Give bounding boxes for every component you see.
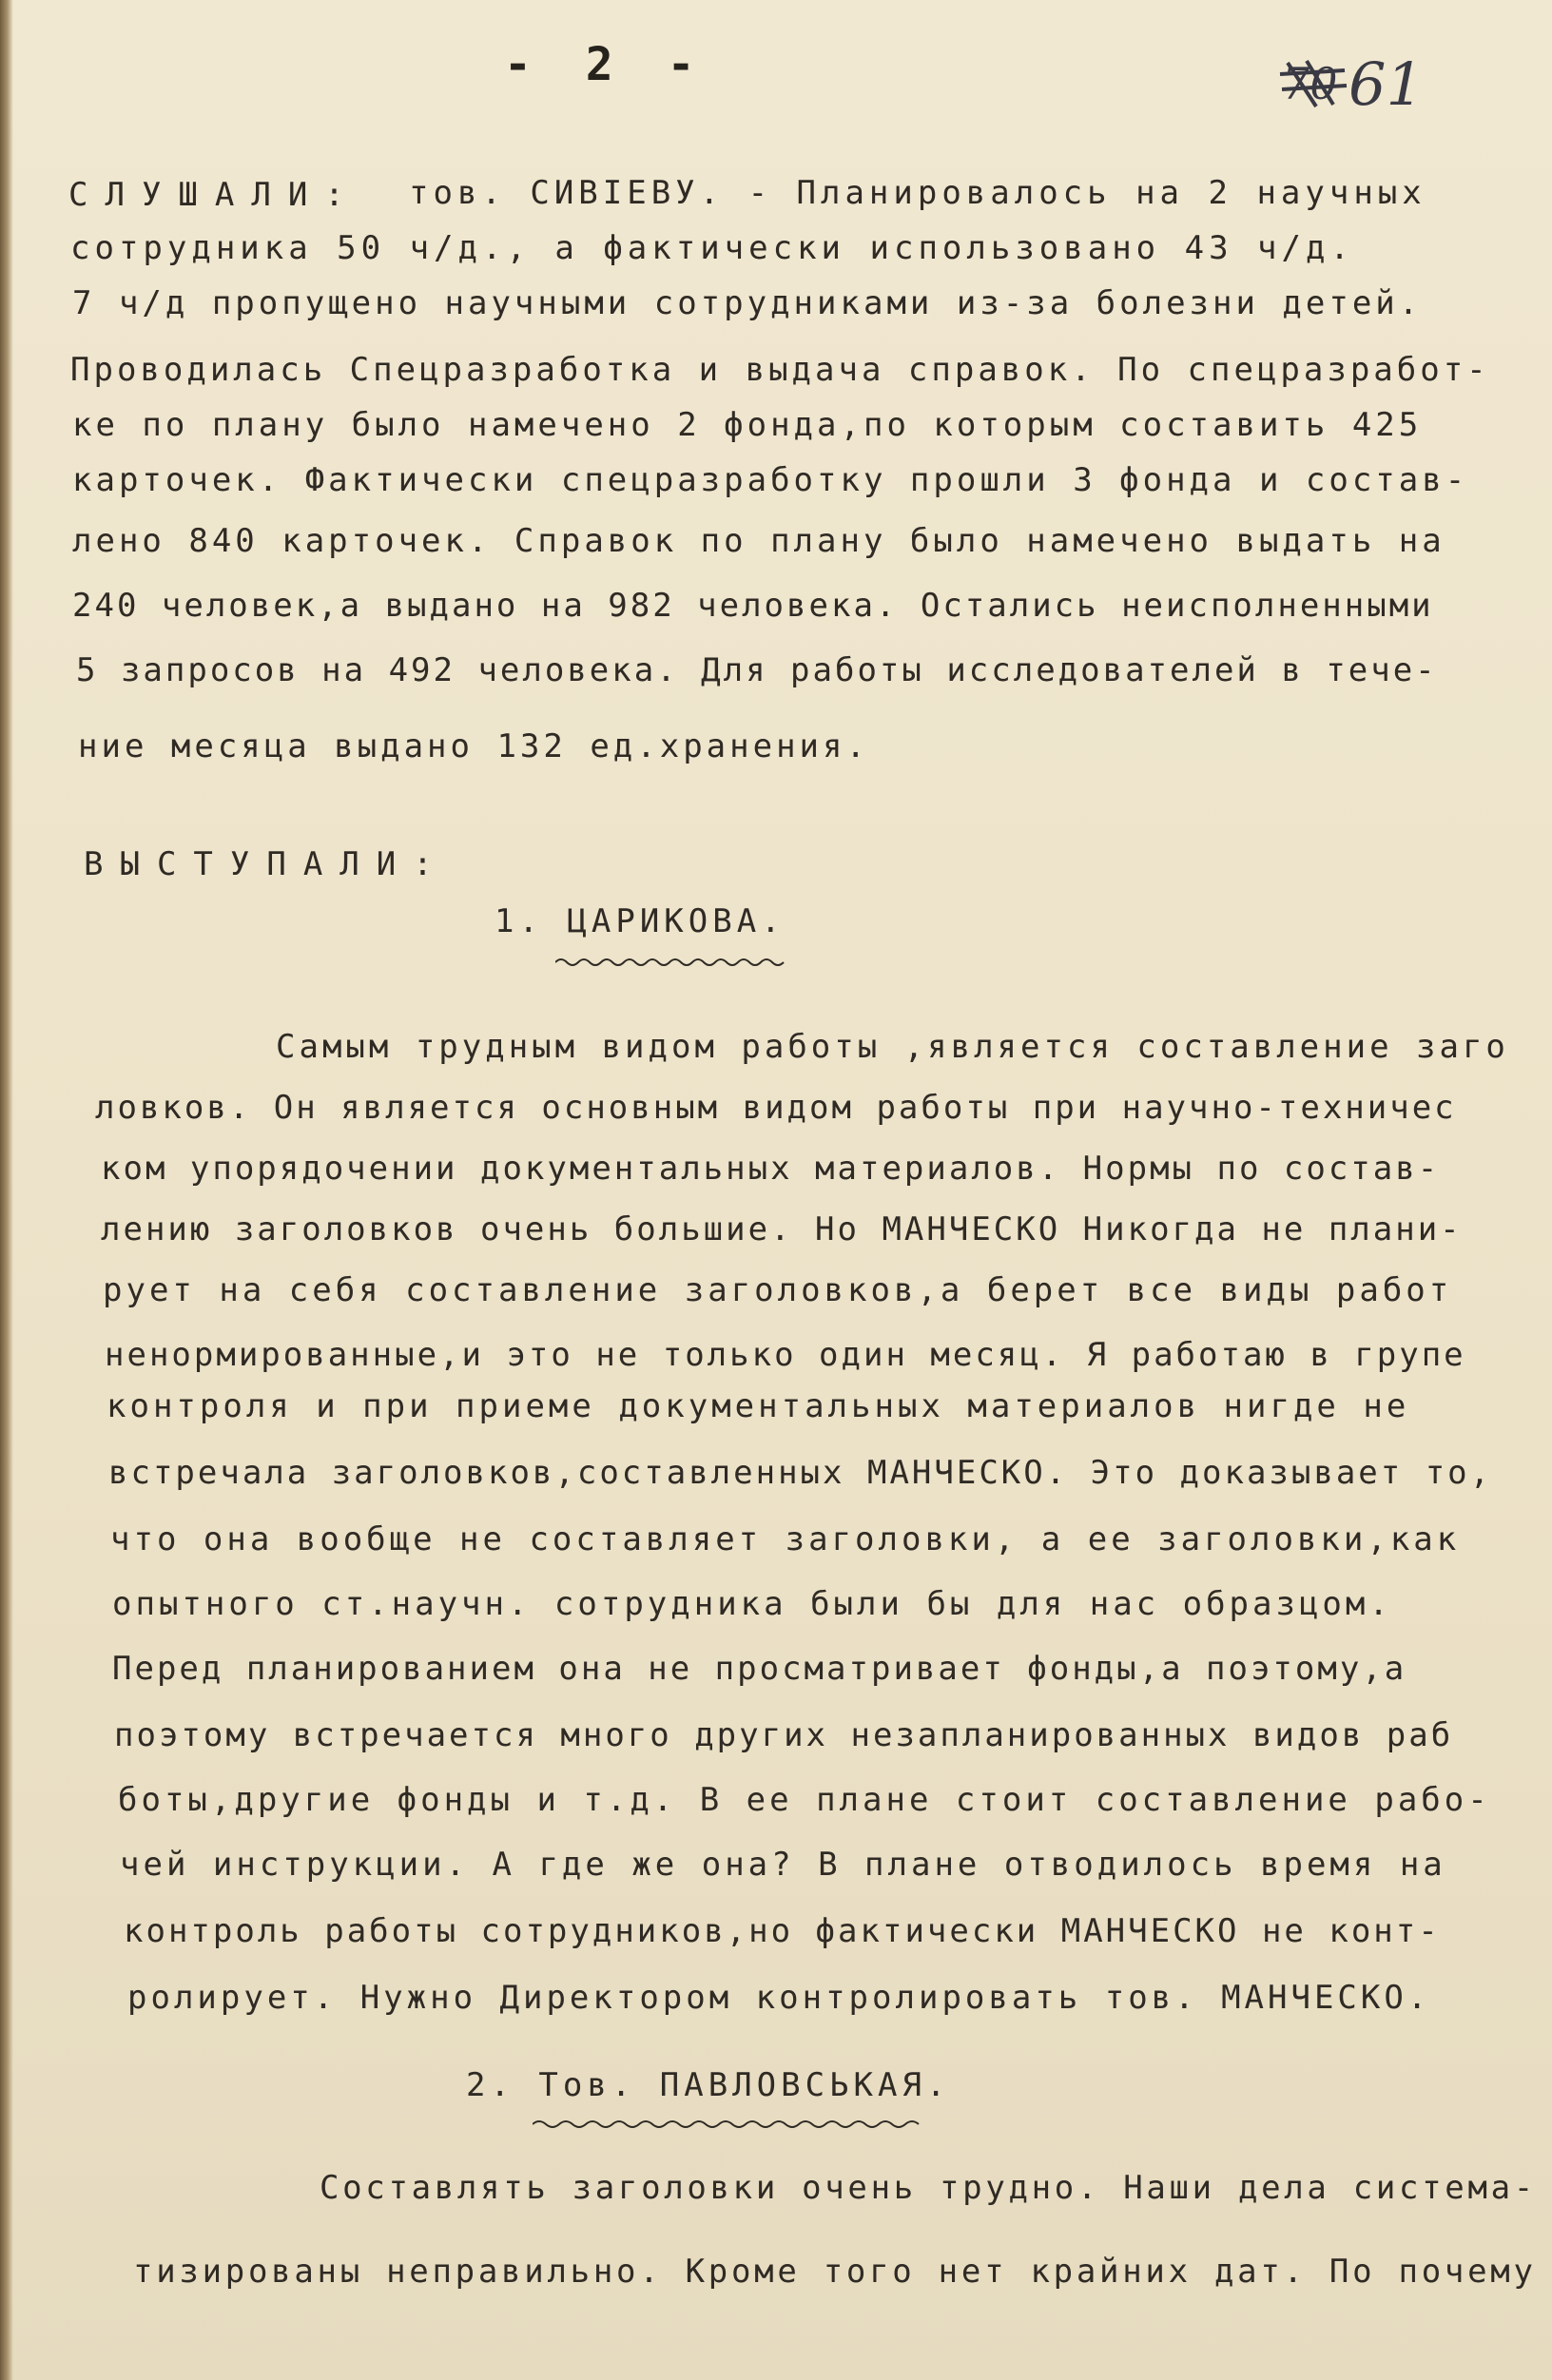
speaker-1-line: ловков. Он является основным видом работы при научно-техничес: [95, 1089, 1457, 1127]
binding-edge: [0, 0, 13, 2380]
speaker-1-line: ком упорядочении документальных материалов. Нормы по состав-: [101, 1150, 1441, 1188]
struck-folio-mark: [1278, 57, 1350, 110]
speaker-1-line: контроль работы сотрудников,но фактически МАНЧЕСКО не конт-: [124, 1912, 1441, 1950]
heard-line: ние месяца выдано 132 ед.хранения.: [78, 727, 869, 765]
heard-line: лено 840 карточек. Справок по плану было намечено выдать на: [72, 522, 1445, 560]
speaker-1-name: 1. ЦАРИКОВА.: [495, 902, 786, 940]
speaker-1-line: опытного ст.научн. сотрудника были бы для нас образцом.: [112, 1585, 1392, 1623]
speaker-1-line: встречала заголовков,составленных МАНЧЕСКО. Это доказывает то,: [108, 1454, 1493, 1492]
speaker-1-line: рует на себя составление заголовков,а берет все виды работ: [103, 1271, 1453, 1309]
heard-line: 7 ч/д пропущено научными сотрудниками из-за болезни детей.: [72, 284, 1423, 322]
speaker-1-line: ненормированные,и это не только один месяц. Я работаю в групе: [105, 1336, 1466, 1374]
speaker-1-line: ролирует. Нужно Директором контролировать тов. МАНЧЕСКО.: [127, 1979, 1431, 2017]
speaker-1-line: Перед планированием она не просматривает фонды,а поэтому,а: [112, 1650, 1407, 1688]
speaker-2-name: 2. Тов. ПАВЛОВСЬКАЯ.: [466, 2066, 951, 2104]
speaker-2-line: тизированы неправильно. Кроме того нет крайних дат. По почему: [133, 2253, 1537, 2291]
heard-line: ке по плану было намечено 2 фонда,по которым составить 425: [72, 406, 1423, 444]
heard-line: 240 человек,а выдано на 982 человека. Остались неисполненными: [72, 587, 1434, 625]
spoke-label: ВЫСТУПАЛИ:: [84, 845, 450, 883]
heard-line: тов. СИВІЕВУ. - Планировалось на 2 научных: [409, 174, 1426, 212]
speaker-1-line: лению заголовков очень большие. Но МАНЧЕСКО Никогда не плани-: [101, 1210, 1463, 1248]
speaker-2-line: Составлять заголовки очень трудно. Наши дела система-: [320, 2169, 1537, 2207]
speaker-1-underline: [555, 957, 789, 968]
struck-folio-number: 70: [1282, 58, 1338, 109]
speaker-1-line: поэтому встречается много других незапланированных видов раб: [114, 1716, 1454, 1754]
speaker-1-line: контроля и при приеме документальных материалов нигде не: [107, 1387, 1410, 1425]
speaker-1-line: что она вообще не составляет заголовки, а ее заголовки,как: [110, 1520, 1461, 1558]
speaker-1-line: Самым трудным видом работы ,является составление заго: [276, 1028, 1509, 1066]
heard-line: Проводилась Спецразработка и выдача справок. По спецразработ-: [70, 351, 1490, 389]
heard-line: 5 запросов на 492 человека. Для работы исследователей в тече-: [76, 651, 1438, 689]
heard-line: карточек. Фактически спецразработку прошли 3 фонда и состав-: [72, 461, 1469, 499]
folio-number: 61: [1348, 49, 1424, 119]
heard-line: сотрудника 50 ч/д., а фактически использовано 43 ч/д.: [70, 229, 1354, 267]
speaker-1-line: боты,другие фонды и т.д. В ее плане стоит составление рабо-: [118, 1781, 1491, 1819]
heard-label: СЛУШАЛИ:: [68, 176, 361, 214]
speaker-2-underline: [533, 2119, 932, 2130]
page-number: - 2 -: [504, 38, 708, 91]
speaker-1-line: чей инструкции. А где же она? В плане отводилось время на: [120, 1846, 1446, 1884]
